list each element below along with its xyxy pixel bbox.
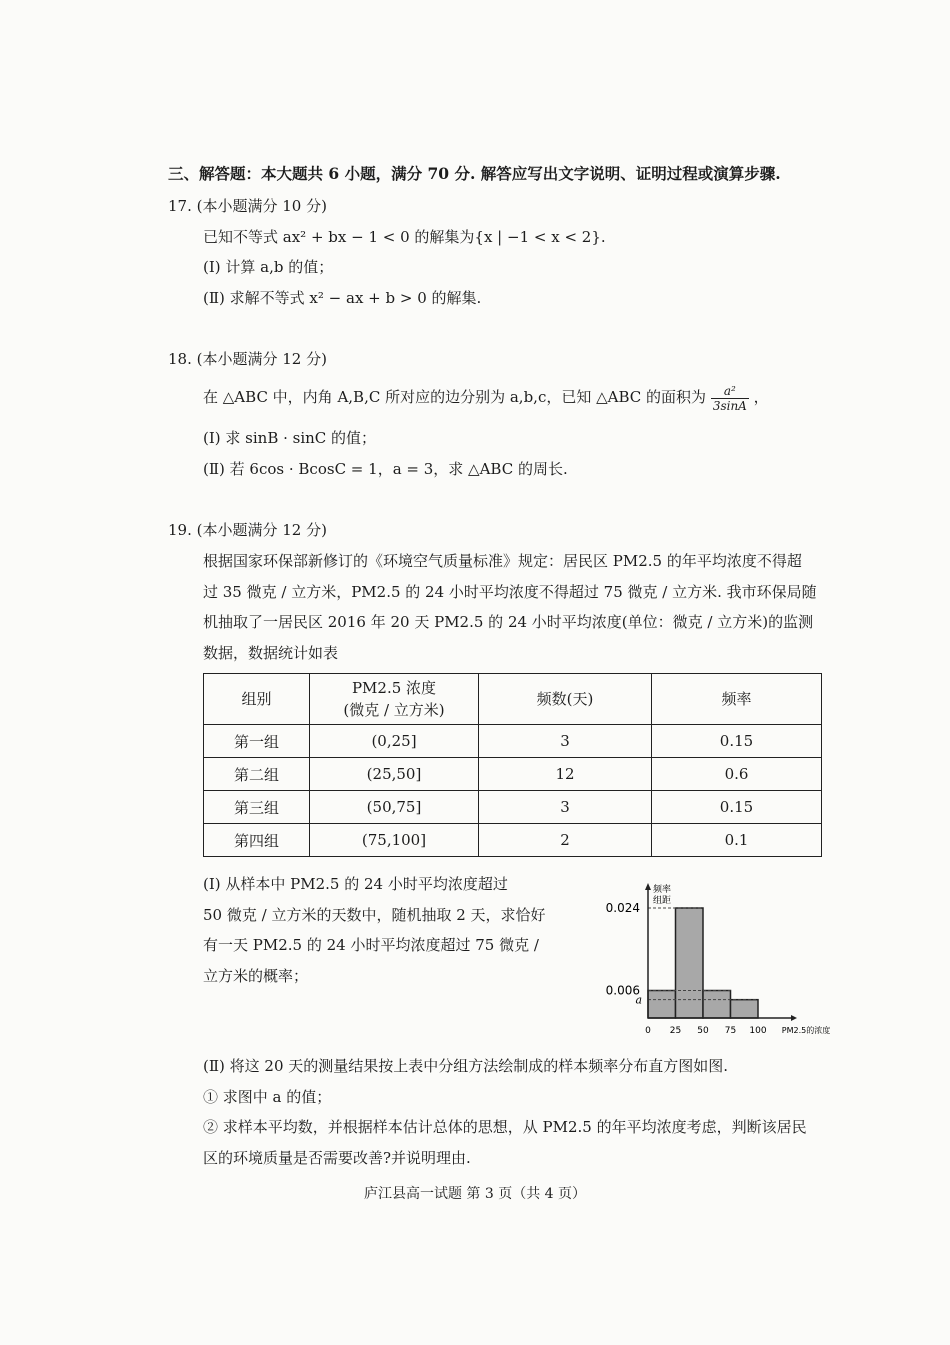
table-row <box>204 824 822 857</box>
q19-title: 19. (本小题满分 12 分) <box>168 521 327 539</box>
q19-part2-line: (Ⅱ) 将这 20 天的测量结果按上表中分组方法绘制成的样本频率分布直方图如图. <box>203 1057 729 1075</box>
x-axis-label: PM2.5的浓度 <box>781 1026 831 1035</box>
q18-part1: (Ⅰ) 求 sinB · sinC 的值； <box>203 429 377 447</box>
pm25-table <box>203 673 822 857</box>
table-row <box>204 758 822 791</box>
x-tick-label: 0 <box>645 1026 651 1036</box>
q19-stem-line: 根据国家环保部新修订的《环境空气质量标准》规定：居民区 PM2.5 的年平均浓度不得超 <box>203 552 802 570</box>
header-concentration <box>310 674 479 725</box>
q18-stem-prefix: 在 △ABC 中，内角 A,B,C 所对应的边分别为 a,b,c，已知 △ABC 的面积为 <box>203 388 707 406</box>
cell-range: (25,50] <box>310 758 479 791</box>
cell-range: (0,25] <box>310 725 479 758</box>
q17-part1: (Ⅰ) 计算 a,b 的值； <box>203 258 334 276</box>
q19-stem-line: 过 35 微克 / 立方米，PM2.5 的 24 小时平均浓度不得超过 75 微克 / 立方米. 我市环保局随 <box>203 583 817 601</box>
q19-part1-line: 立方米的概率； <box>203 967 309 985</box>
header-frequency: 频率 <box>652 674 822 725</box>
cell-frequency: 0.15 <box>652 791 822 824</box>
x-axis-arrow <box>791 1015 797 1021</box>
histogram-bar <box>648 991 676 1019</box>
q19-part2-line: ① 求图中 a 的值； <box>203 1088 332 1106</box>
cell-count: 2 <box>479 824 652 857</box>
cell-frequency: 0.15 <box>652 725 822 758</box>
cell-range: (75,100] <box>310 824 479 857</box>
table-row <box>204 791 822 824</box>
cell-group: 第二组 <box>204 758 310 791</box>
cell-group: 第四组 <box>204 824 310 857</box>
cell-range: (50,75] <box>310 791 479 824</box>
header-concentration-line1: PM2.5 浓度 <box>351 679 437 697</box>
cell-count: 12 <box>479 758 652 791</box>
header-frequency-count: 频数(天) <box>479 674 652 725</box>
cell-count: 3 <box>479 725 652 758</box>
y-axis-arrow <box>645 883 651 890</box>
y-tick-label: 0.006 <box>605 983 640 998</box>
fraction-denominator: 3sinA <box>712 398 747 413</box>
y-tick-label: 0.024 <box>605 901 640 915</box>
frequency-histogram <box>596 880 856 1040</box>
header-concentration-line2: (微克 / 立方米) <box>343 701 445 719</box>
histogram-bar <box>703 991 731 1019</box>
y-axis-label: 频率 <box>653 885 672 895</box>
q18-stem-suffix: ， <box>753 388 769 406</box>
cell-frequency: 0.1 <box>652 824 822 857</box>
fraction-numerator: a² <box>711 384 749 399</box>
q17-part2: (Ⅱ) 求解不等式 x² − ax + b > 0 的解集. <box>203 289 482 307</box>
x-tick-label: 50 <box>697 1026 709 1036</box>
q19-part1-line: 有一天 PM2.5 的 24 小时平均浓度超过 75 微克 / <box>203 936 539 954</box>
cell-group: 第三组 <box>204 791 310 824</box>
q19-stem-line: 机抽取了一居民区 2016 年 20 天 PM2.5 的 24 小时平均浓度(单位：微克 / 立方米)的监测 <box>203 613 814 631</box>
cell-frequency: 0.6 <box>652 758 822 791</box>
cell-group: 第一组 <box>204 725 310 758</box>
y-axis-label: 组距 <box>653 896 672 906</box>
q18-stem <box>203 379 769 415</box>
x-tick-label: 75 <box>724 1026 737 1036</box>
histogram-bar <box>731 1000 759 1018</box>
q17-title: 17. (本小题满分 10 分) <box>168 197 327 215</box>
q19-part2-line: ② 求样本平均数，并根据样本估计总体的思想，从 PM2.5 的年平均浓度考虑，判断该居民 <box>203 1118 807 1136</box>
q19-part1-line: 50 微克 / 立方米的天数中，随机抽取 2 天，求恰好 <box>203 906 546 924</box>
histogram-bar <box>676 908 704 1018</box>
x-tick-label: 100 <box>749 1026 767 1036</box>
q17-stem: 已知不等式 ax² + bx − 1 < 0 的解集为{x | −1 < x < 2}. <box>203 228 606 246</box>
table-header-row <box>204 674 822 725</box>
area-fraction <box>711 384 749 413</box>
q19-part2-line: 区的环境质量是否需要改善?并说明理由. <box>203 1149 471 1167</box>
page-footer: 庐江县高一试题 第 3 页（共 4 页） <box>363 1186 587 1202</box>
x-tick-label: 25 <box>669 1026 682 1036</box>
q19-part1-line: (Ⅰ) 从样本中 PM2.5 的 24 小时平均浓度超过 <box>203 875 508 893</box>
table-row <box>204 725 822 758</box>
q18-part2: (Ⅱ) 若 6cos · BcosC = 1，a = 3，求 △ABC 的周长. <box>203 460 568 478</box>
q18-title: 18. (本小题满分 12 分) <box>168 350 327 368</box>
cell-count: 3 <box>479 791 652 824</box>
a-label: a <box>635 993 642 1007</box>
section-header: 三、解答题：本大题共 6 小题，满分 70 分. 解答应写出文字说明、证明过程或演算步骤. <box>168 164 781 183</box>
header-group: 组别 <box>204 674 310 725</box>
q19-stem-line: 数据，数据统计如表 <box>203 644 339 662</box>
